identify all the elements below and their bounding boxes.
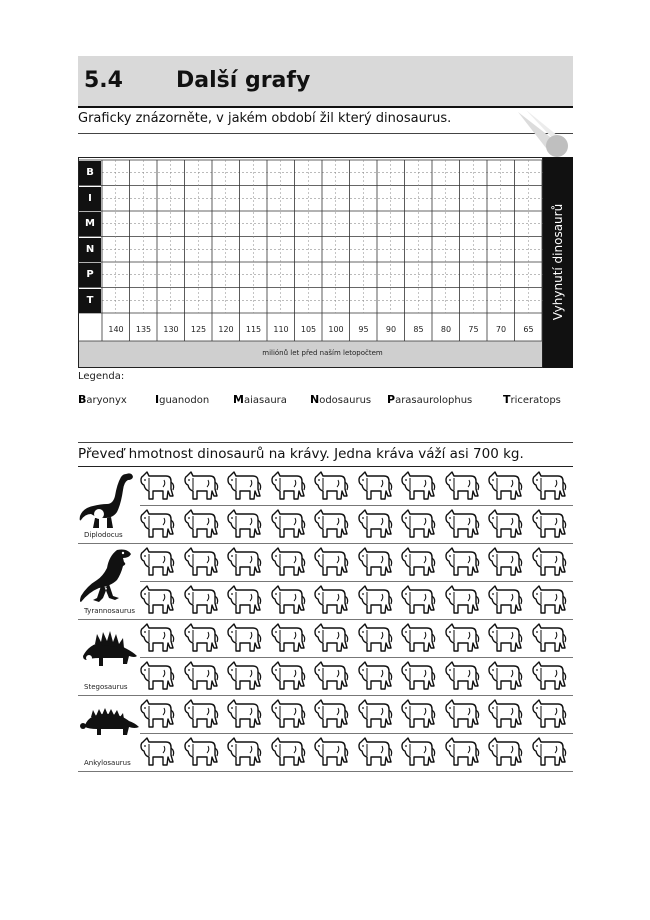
cow-icon[interactable] [445,547,481,581]
cow-icon[interactable] [314,547,350,581]
row-divider [140,581,573,582]
dino-row-label: B [79,161,101,185]
cow-icon[interactable] [401,509,437,543]
row-divider [78,771,573,772]
cow-icon[interactable] [271,699,307,733]
year-tick-label: 130 [163,325,179,334]
extinction-box [543,157,573,368]
cow-icon[interactable] [184,737,220,771]
legend-name-rest: riceratops [510,395,561,406]
cow-icon[interactable] [140,737,176,771]
cow-icon[interactable] [532,585,568,619]
year-tick-label: 85 [413,325,424,334]
cow-icon[interactable] [358,737,394,771]
cow-icon[interactable] [488,585,524,619]
diplodocus-icon [77,470,139,534]
task1-instruction: Graficky znázorněte, v jakém období žil který dinosaurus. [78,111,452,126]
cow-icon[interactable] [445,585,481,619]
cow-icon[interactable] [358,509,394,543]
cow-icon[interactable] [488,699,524,733]
cow-icon[interactable] [358,585,394,619]
cow-icon[interactable] [140,585,176,619]
cow-icon[interactable] [401,623,437,657]
axis-label: miliónů let před naším letopočtem [262,349,383,357]
legend-item [310,393,371,406]
dino-row-label: P [79,263,101,287]
cow-icon[interactable] [401,737,437,771]
cow-icon[interactable] [445,661,481,695]
row-divider [140,505,573,506]
cow-icon[interactable] [358,699,394,733]
cow-icon[interactable] [271,547,307,581]
dino-name-label: Ankylosaurus [84,759,131,767]
cow-icon[interactable] [401,585,437,619]
cow-icon[interactable] [271,661,307,695]
year-tick-label: 80 [440,325,452,334]
legend-name-rest: guanodon [159,395,210,406]
cow-icon[interactable] [271,471,307,505]
cow-icon[interactable] [314,471,350,505]
row-divider [78,543,573,544]
legend-initial: B [78,393,87,406]
cow-icon[interactable] [401,471,437,505]
timeline-chart [78,157,573,368]
cow-icon[interactable] [358,623,394,657]
cow-icon[interactable] [532,699,568,733]
legend-item [233,393,287,406]
year-tick-label: 115 [245,325,262,334]
row-divider [78,619,573,620]
year-tick-label: 70 [495,325,507,334]
divider [78,466,573,467]
cow-icon[interactable] [314,623,350,657]
dino-name-label: Tyrannosaurus [84,607,135,615]
cow-icon[interactable] [140,547,176,581]
cow-icon[interactable] [488,661,524,695]
cow-icon[interactable] [184,623,220,657]
extinction-label: Vyhynutí dinosaurů [551,203,565,321]
cow-icon[interactable] [227,547,263,581]
cow-icon[interactable] [227,737,263,771]
year-tick-label: 125 [190,325,207,334]
comet-icon [514,108,572,160]
legend-initial: M [233,393,244,406]
cow-icon[interactable] [271,623,307,657]
cow-icon[interactable] [532,623,568,657]
cow-icon[interactable] [358,471,394,505]
legend-item [78,393,127,406]
cow-icon[interactable] [445,471,481,505]
year-tick-label: 120 [218,325,234,334]
cow-icon[interactable] [227,509,263,543]
cow-icon[interactable] [140,699,176,733]
cow-icon[interactable] [314,661,350,695]
cow-icon[interactable] [184,547,220,581]
legend-initial: I [155,393,160,406]
legend-item [503,393,561,406]
stegosaurus-icon [79,626,141,674]
cow-icon[interactable] [140,661,176,695]
cow-icon[interactable] [184,699,220,733]
cow-icon[interactable] [314,585,350,619]
cow-icon[interactable] [140,471,176,505]
cow-icon[interactable] [184,585,220,619]
cow-icon[interactable] [227,699,263,733]
cow-icon[interactable] [532,471,568,505]
cow-icon[interactable] [314,699,350,733]
section-header [78,56,573,108]
task2-instruction: Převeď hmotnost dinosaurů na krávy. Jedna kráva váží asi 700 kg. [78,446,524,462]
row-divider [140,657,573,658]
ankylosaurus-icon [79,705,141,743]
divider [78,133,573,134]
row-divider [78,695,573,696]
year-tick-label: 110 [273,325,289,334]
cow-icon[interactable] [488,547,524,581]
dino-name-label: Diplodocus [84,531,123,539]
cow-icon[interactable] [401,661,437,695]
year-tick-label: 140 [108,325,124,334]
legend-name-rest: aryonyx [86,395,127,406]
legend-name-rest: aiasaura [243,395,287,406]
year-tick-label: 135 [135,325,152,334]
cow-icon[interactable] [227,623,263,657]
cow-icon[interactable] [358,661,394,695]
legend-item [387,393,472,406]
dino-name-label: Stegosaurus [84,683,128,691]
cow-icon[interactable] [271,585,307,619]
year-tick-label: 90 [385,325,397,334]
cow-icon[interactable] [532,547,568,581]
cow-icon[interactable] [271,509,307,543]
cow-icon[interactable] [445,509,481,543]
cow-icon[interactable] [184,471,220,505]
legend-initial: T [503,393,511,406]
cow-icon[interactable] [445,737,481,771]
dino-row-label: N [79,238,101,262]
cow-icon[interactable] [488,623,524,657]
cow-icon[interactable] [488,509,524,543]
year-tick-label: 95 [358,325,369,334]
year-tick-label: 105 [300,325,317,334]
cow-icon[interactable] [488,737,524,771]
cow-icon[interactable] [358,547,394,581]
legend-title: Legenda: [78,371,125,382]
cow-icon[interactable] [532,737,568,771]
dino-row-label: T [79,289,101,313]
dino-row-label: I [79,187,101,211]
cow-icon[interactable] [488,471,524,505]
year-tick-label: 75 [468,325,479,334]
cow-icon[interactable] [532,509,568,543]
cow-icon[interactable] [184,661,220,695]
cow-icon[interactable] [271,737,307,771]
cow-icon[interactable] [140,623,176,657]
cow-icon[interactable] [401,547,437,581]
legend-item [155,393,209,406]
cow-icon[interactable] [314,509,350,543]
legend-name-rest: odosaurus [319,395,372,406]
legend-initial: N [310,393,320,406]
row-divider [140,733,573,734]
cow-icon[interactable] [140,509,176,543]
cow-icon[interactable] [401,699,437,733]
cow-icon[interactable] [227,585,263,619]
cow-icon[interactable] [184,509,220,543]
cow-icon[interactable] [532,661,568,695]
cow-icon[interactable] [227,661,263,695]
section-title: Další grafy [176,68,311,93]
divider [78,442,573,443]
legend-initial: P [387,393,396,406]
timeline-grid [78,157,543,368]
year-tick-label: 100 [328,325,344,334]
cow-icon[interactable] [445,623,481,657]
cow-icon[interactable] [445,699,481,733]
section-number: 5.4 [84,68,123,93]
cow-icon[interactable] [227,471,263,505]
legend-name-rest: arasaurolophus [395,395,473,406]
tyrannosaurus-icon [77,546,139,612]
cow-icon[interactable] [314,737,350,771]
year-tick-label: 65 [523,325,534,334]
dino-row-label: M [79,212,101,236]
